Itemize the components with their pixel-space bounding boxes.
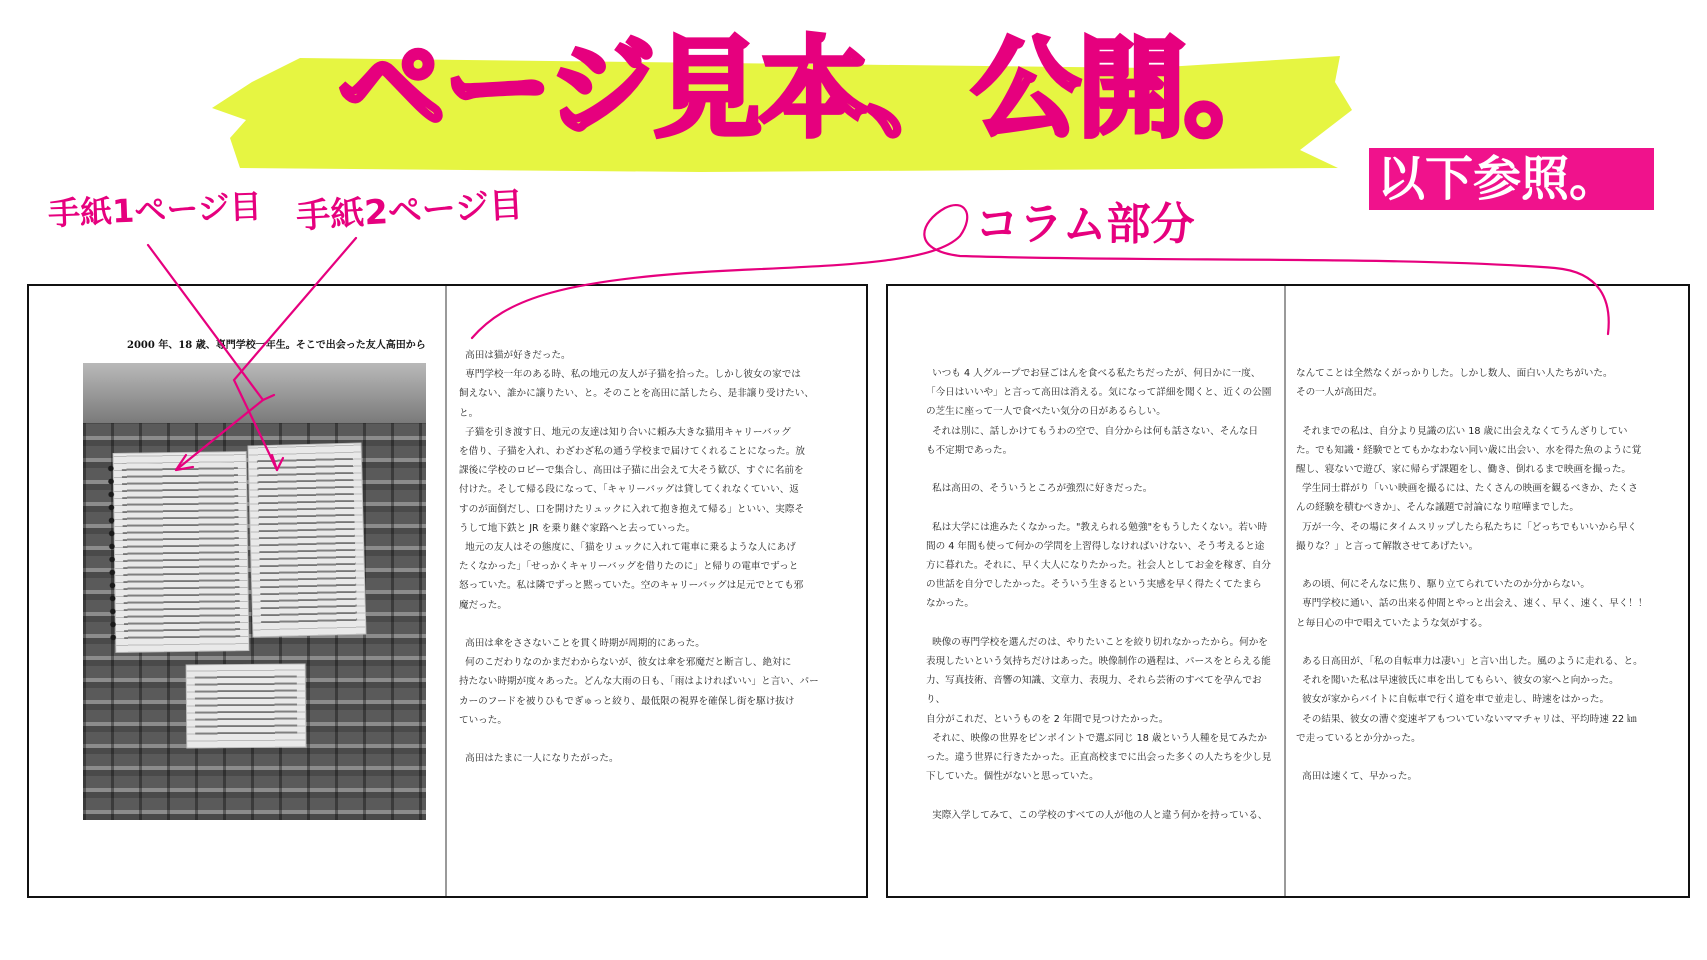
letter-sheet-1-holes (108, 462, 117, 644)
spread-left-page-left (29, 286, 447, 896)
body-text-page-3: なんてことは全然なくがっかりした。しかし数人、面白い人たちがいた。 その一人が高田だ。 それまでの私は、自分より見識の広い 18 歳に出会えなくてうんざりしてい た。でも知識・経験でとてもかなわない同い歳に出会い、水を得た魚のように覚 醒し、寝ないで遊び、家に帰らず課題をし、働き、倒れるまで映画を撮った。 学生同士群がり「いい映画を撮るには、たくさんの映画を観るべきか、たくさ んの経験を積むべきか」、そんな議題で討論になり喧嘩までした。 万が一今、その場にタイムスリップしたら私たちに「どっちでもいいから早く 撮りな？」と言って解散させてあげたい。 あの頃、何にそんなに焦り、駆り立てられていたのか分からない。 専門学校に通い、話の出来る仲間とやっと出会え、速く、早く、速く、早く！！ と毎日心の中で唱えていたような気がする。 ある日高田が、「私の自転車力は凄い」と言い出した。風のように走れる、と。 それを聞いた私は早速彼氏に車を出してもらい、彼女の家へと向かった。 彼女が家からバイトに自転車で行く道を車で並走し、時速をはかった。 その結果、彼女の漕ぐ変速ギアもついていないママチャリは、平均時速 22 ㎞ で走っているとか分かった。 高田は速くて、早かった。 (1296, 368, 1648, 783)
letter-sheet-3 (187, 664, 306, 747)
body-text-page-1: 高田は猫が好きだった。 専門学校一年のある時、私の地元の友人が子猫を拾った。しかし彼女の家では 飼えない、誰かに譲りたい、と。そのことを高田に話したら、是非譲り受けたい、 と。 子猫を引き渡す日、地元の友達は知り合いに頼み大きな猫用キャリーバッグ を借り、子猫を入れ、わざわざ私の通う学校まで届けてくれることになった。放 課後に学校のロビーで集合し、高田は子猫に出会えて大そう歓び、すぐに名前を 付けた。そして帰る段になって、「キャリーバッグは貸してくれなくていい、返 すのが面倒だし、口を開けたリュックに入れて抱き抱えて帰る」といい、実際そ うして地下鉄と JR を乗り継ぐ家路へと去っていった。 地元の友人はその態度に、「猫をリュックに入れて電車に乗るような人にあげ たくなかった」「せっかくキャリーバッグを借りたのに」と帰りの電車でずっと 怒っていた。私は隣でずっと黙っていた。空のキャリーバッグは足元でとても邪 魔だった。 高田は傘をささないことを貫く時期が周期的にあった。 何のこだわりなのかまだわからないが、彼女は傘を邪魔だと断言し、絶対に 持たない時期が度々あった。どんな大雨の日も、「雨はよければいい」と言い、パー カーのフードを被りひもでぎゅっと絞り、最低限の視界を確保し街を駆け抜け ていった。 高田はたまに一人になりたがった。 (459, 350, 819, 765)
photo-top-shade (83, 363, 426, 423)
book-spread-left (27, 284, 868, 898)
see-below-badge: 以下参照。 (1369, 148, 1654, 210)
body-text-page-2: いつも 4 人グループでお昼ごはんを食べる私たちだったが、何日かに一度、 「今日はいいや」と言って高田は消える。気になって詳細を聞くと、近くの公園 の芝生に座って一人で食べたい気分の日があるらしい。 それは別に、話しかけてもうわの空で、自分からは何も話さない、そんな日 も不定期であった。 私は高田の、そういうところが強烈に好きだった。 私は大学には進みたくなかった。"教えられる勉強"をもうしたくない。若い時 間の 4 年間も使って何かの学問を上習得しなければいけない、そう考えると途 方に暮れた。それに、早く大人になりたかった。社会人としてお金を稼ぎ、自分 の世話を自分でしたかった。そういう生きるという実感を早く得たくてたまら なかった。 映像の専門学校を選んだのは、やりたいことを絞り切れなかったから。何かを 表現したいという気持ちだけはあった。映像制作の過程は、パースをとらえる能 力、写真技術、音響の知識、文章力、表現力、それら芸術のすべてを孕んでおり、 自分がこれだ、というものを 2 年間で見つけたかった。 それに、映像の世界をピンポイントで選ぶ同じ 18 歳という人種を見てみたか った。違う世界に行きたかった。正直高校までに出会った多くの人たちを少し見 下していた。個性がないと思っていた。 実際入学してみて、この学校のすべての人が他の人と違う何かを持っている、 (926, 368, 1272, 821)
letter-sheet-1-handwriting (122, 462, 240, 642)
spread-right-page-left (888, 286, 1284, 896)
spread-right-page-right (1286, 286, 1690, 896)
letter-sheet-2-handwriting (257, 454, 357, 626)
note-letter-page-1: 手紙1ページ目 (47, 187, 263, 233)
spread-left-page-right (447, 286, 868, 896)
letter-photo (83, 363, 426, 820)
book-spread-right (886, 284, 1690, 898)
letter-sheet-1 (114, 452, 249, 652)
note-column-section: コラム部分 (975, 199, 1195, 250)
headline: ページ見本、公開。 (338, 27, 1290, 152)
letter-sheet-2 (249, 444, 366, 637)
chapter-title: 2000 年、18 歳、専門学校一年生。そこで出会った友人高田から (127, 340, 426, 351)
note-letter-page-2: 手紙2ページ目 (295, 185, 525, 237)
letter-sheet-3-handwriting (195, 675, 298, 738)
